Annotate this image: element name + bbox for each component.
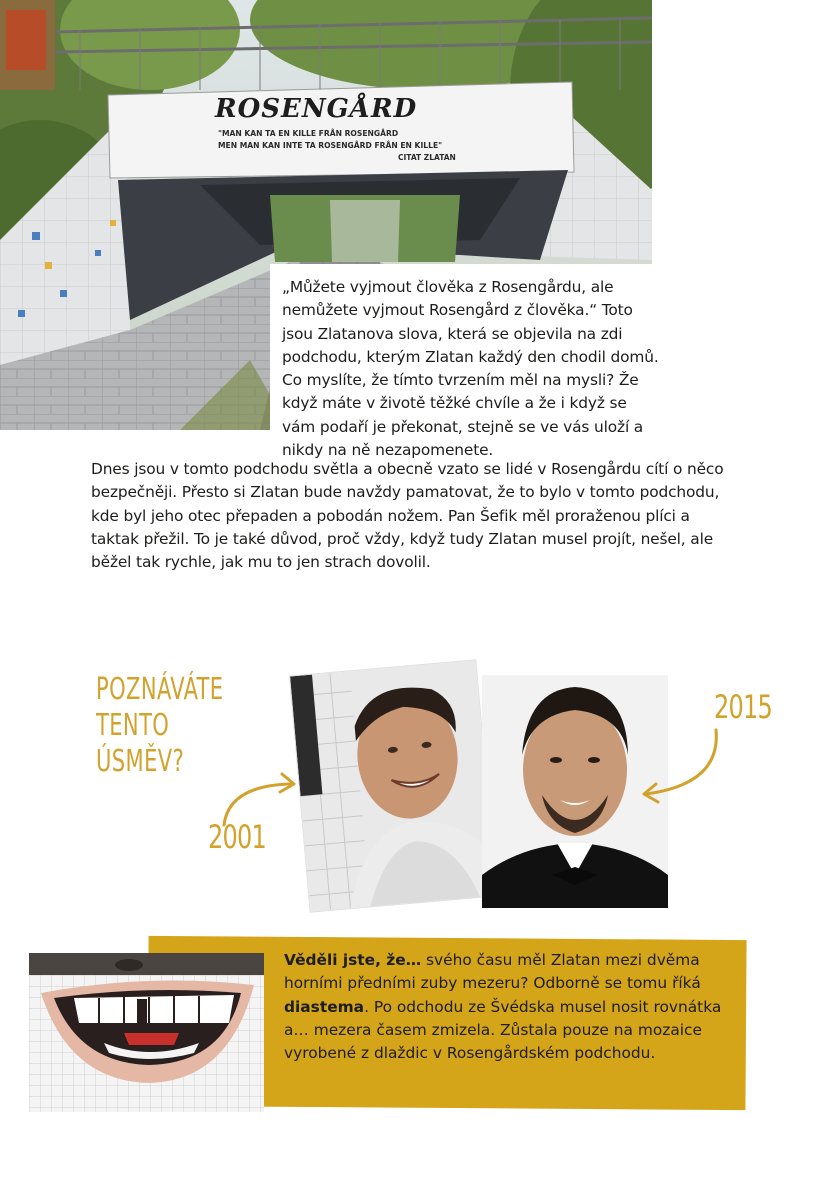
main-paragraph: Dnes jsou v tomto podchodu světla a obecně vzato se lidé v Rosengårdu cítí o něco bezpečněji. Přesto si Zlatan bude navždy pamatovat, že to bylo v tomto podchodu, kde byl jeho otec přepaden a pobodán nožem. Pan Šefik měl proraženou plíci a taktak přežil. To je také důvod, proč vždy, když tudy Zlatan musel projít, nešel, ale běžel tak rychle, jak mu to jen strach dovolil. [91, 460, 724, 572]
fact-lead: Věděli jste, že… [284, 951, 422, 969]
smile-headline [96, 672, 244, 780]
headline-line1: POZNÁVÁTE [96, 672, 224, 707]
headline-line2: TENTO ÚSMĚV? [96, 708, 185, 779]
sign-quote [218, 128, 478, 152]
fact-term: diastema [284, 997, 365, 1016]
sign-quote-line2: MEN MAN KAN INTE TA ROSENGÅRD FRÅN EN KILLE" [218, 141, 443, 150]
year-2015-label: 2015 [714, 688, 773, 726]
fact-text-part2: . Po odchodu ze Švédska musel nosit rovnátka a… mezera časem zmizela. Zůstala pouze na mozaice vyrobené z dlaždic v Rosengårdském podchodu. [284, 997, 722, 1063]
photo-2001 [290, 660, 496, 911]
arrow-to-2001-photo-icon [214, 770, 304, 830]
fact-text [284, 949, 739, 1065]
sign-quote-line1: "MAN KAN TA EN KILLE FRÅN ROSENGÅRD [218, 129, 399, 138]
sign-title: ROSENGÅRD [215, 94, 418, 124]
year-2001-label: 2001 [208, 818, 267, 856]
intro-paragraph: „Můžete vyjmout člověka z Rosengårdu, ale nemůžete vyjmout Rosengård z člověka.“ Toto jsou Zlatanova slova, která se objevila na zdi podchodu, kterým Zlatan každý den chodil domů. Co myslíte, že tímto tvrzením měl na mysli? Že když máte v životě těžké chvíle a že i když se vám podaří je překonat, stejně se ve vás uloží a nikdy na ně nezapomenete. [282, 278, 659, 460]
arrow-to-2015-photo-icon [636, 724, 726, 804]
fact-text-part1: svého času měl Zlatan mezi dvěma horními předními zuby mezeru? Odborně se tomu říká [284, 951, 701, 993]
mosaic-smile-photo [29, 953, 264, 1112]
sign-author: CITAT ZLATAN [398, 153, 456, 162]
